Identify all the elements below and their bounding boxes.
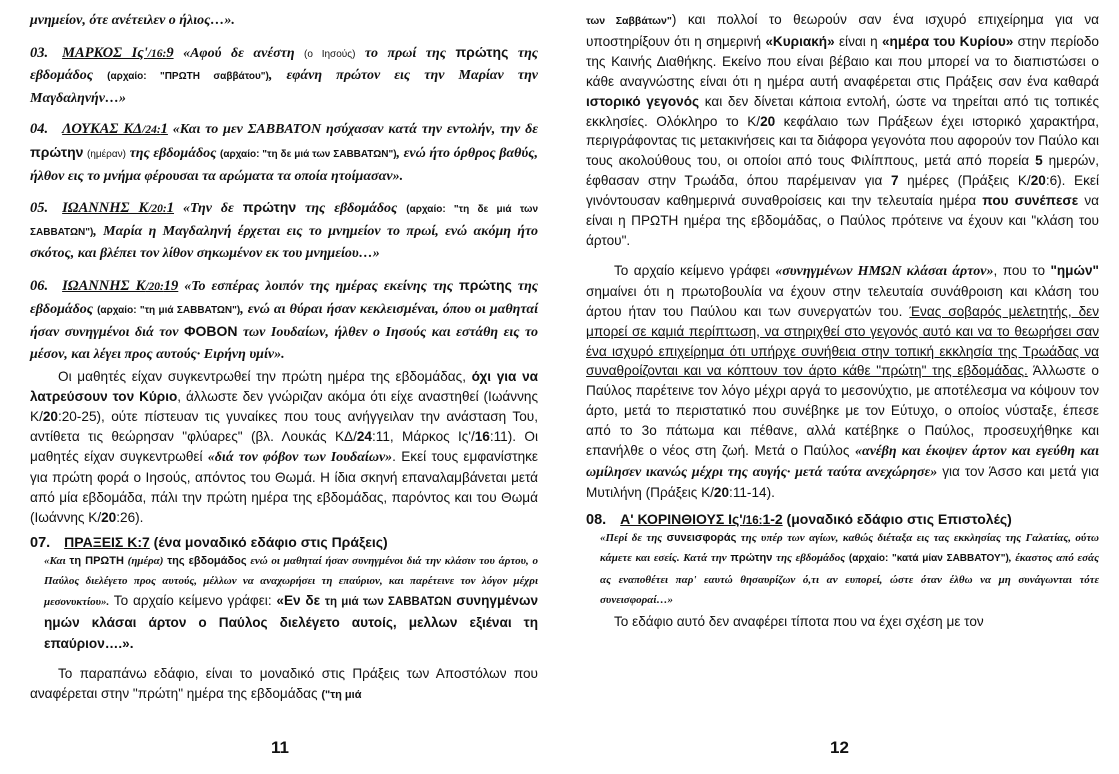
verse-text: «Και το μεν ΣΑΒΒΑΤΟΝ ησύχασαν κατά την εντολήν, την δε πρώτην (ημέραν) της εβδομάδος (αρχαίο: "τη δε μιά των ΣΑΒΒΑΤΩΝ"), ενώ ήτο όρθρος βαθύς, ήλθον εις το μνήμα φέρουσαι τα αρώματα τα οποία ητοίμασαν». — [30, 122, 539, 184]
verse-text: «Το εσπέρας λοιπόν της ημέρας εκείνης της πρώτης της εβδομάδος (αρχαίο: "τη μιά ΣΑΒΒΑΤΩΝ"), ενώ αι θύραι ήσαν κεκλεισμέναι, όπου οι μαθηταί ήσαν συνηγμένοι διά τον ΦΟΒΟΝ των Ιουδαίων, ήλθεν ο Ιησούς και εστάθη εις το μέσον, και λέγει προς αυτούς· Ειρήνη υμίν». — [30, 276, 539, 362]
verse-entry-05 — [30, 197, 538, 265]
entry-reference: ΙΩΑΝΝΗΣ Κ/20:19 — [62, 277, 179, 294]
right-page — [560, 0, 1119, 774]
commentary-paragraph: των Σαββάτων") και πολλοί το θεωρούν σαν ένα ισχυρό επιχείρημα για να υποστηρίξουν ότι η σημερινή «Κυριακή» είναι η «ημέρα του Κυρίου» στην περίοδο της Καινής Διαθήκης. Εκείνο που είναι βέβαιο και που μπορεί να το διαπιστώσει ο κάθε αναγνώστης είναι ότι η ημέρα αυτή αναφέρεται στις Πράξεις σαν ένα καθαρά ιστορικό γεγονός και δεν δίνεται κάποια εντολή, ώστε να τηρείται από τις τοπικές εκκλησίες. Ολόκληρο το Κ/20 κεφάλαιο των Πράξεων έχει ιστορικό χαρακτήρα, περιγράφοντας τις μετακινήσεις και τα διάφορα γεγονότα που αφορούν τον Παύλο και τους ακολούθους του, οι οποίοι από τους Φιλίππους, μετά από πορεία 5 ημερών, έφθασαν στην Τρωάδα, όπου παρέμειναν για 7 ημέρες (Πράξεις Κ/20:6). Εκεί γινόντουσαν καθημερινά συναθροίσεις και την τελευταία ημέρα που συνέπεσε να είναι η ΠΡΩΤΗ ημέρα της εβδομάδας, ο Παύλος πρότεινε να έχουν και "κλάση του άρτου". — [586, 12, 1100, 248]
entry-reference: Α' ΚΟΡΙΝΘΙΟΥΣ Ις'/16:1-2 — [620, 510, 783, 527]
entry-number: 07. — [30, 534, 51, 551]
entry-number: 05. — [30, 200, 49, 217]
verse-text: «Την δε πρώτην της εβδομάδος (αρχαίο: "τη δε μιά των ΣΑΒΒΑΤΩΝ"), Μαρία η Μαγδαληνή έρχεται εις το μνημείον το πρωί, ενώ ακόμη ήτο σκότος, και βλέπει τον λίθον σηκωμένον εκ του μνημείου…» — [30, 199, 539, 262]
entry-number: 04. — [30, 121, 49, 138]
verse-entry-08-heading: 08. Α' ΚΟΡΙΝΘΙΟΥΣ Ις'/16:1-2 (μοναδικό εδάφιο στις Επιστολές) — [586, 510, 1012, 528]
entry-number: 08. — [586, 511, 607, 528]
entry-number: 03. — [30, 44, 49, 61]
verse-entry-07-heading: 07. ΠΡΑΞΕΙΣ Κ:7 (ένα μοναδικό εδάφιο στις Πράξεις) — [30, 533, 388, 551]
verse-text-07: «Και τη ΠΡΩΤΗ (ημέρα) της εβδομάδος ενώ οι μαθηταί ήσαν συνηγμένοι διά την κλάσιν του άρτου, ο Παύλος διελέγετο προς αυτούς, μέλλων να αναχωρήσει τη επαύριον, και παρέτεινε τον λόγον μέχρι μεσονυκτίου». Το αρχαίο κείμενο γράφει: «Εν δε τη μιά των ΣΑΒΒΑΤΩΝ συνηγμένων ημών κλάσαι άρτον ο Παύλος διελέγετο αυτοίς, μελλων εξιέναι τη επαύριον….». — [44, 554, 539, 652]
entry-reference: ΙΩΑΝΝΗΣ Κ/20:1 — [62, 200, 175, 217]
verse-entry-06 — [30, 275, 538, 365]
commentary-paragraph-2: Το αρχαίο κείμενο γράφει «συνηγμένων ΗΜΩΝ κλάσαι άρτον», που το "ημών" σημαίνει ότι η πρωτοβουλία να έχουν στην τελευταία συνάθροιση και κλάση του άρτου ήταν του Παύλου και των συνεργατών του. Ένας σοβαρός μελετητής, δεν μπορεί σε καμιά περίπτωση, να στηριχθεί στο γεγονός αυτό και να το θεωρήσει σαν ένα ισχυρό επιχείρημα ότι υπήρχε συνήθεια στην τοπική εκκλησία της Τρωάδας να συναθροίζονται και να κόπτουν τον άρτο κάθε "πρώτη" της εβδομάδας. Άλλωστε ο Παύλος παρέτεινε τον λόγο μέχρι αργά το μεσονύχτιο, με αποτέλεσμα να κόψουν τον άρτο, μετά το περιστατικό που συνέβηκε με τον Εύτυχο, ο οποίος νύσταξε, έπεσε από το 3ο πάτωμα και πέθανε, αλλά κατέβηκε ο Παύλος, προσευχήθηκε και επανήλθε ο νέος στη ζωή. Μετά ο Παύλος «ανέβη και έκοψεν άρτον και εγεύθη και ωμίλησεν ικανώς μέχρι της αυγής· μετά ταύτα ανεχώρησε» για τον Άσσο και μετά για Μυτιλήνη (Πράξεις Κ/20:11-14). — [586, 262, 1100, 500]
commentary-paragraph: Οι μαθητές είχαν συγκεντρωθεί την πρώτη ημέρα της εβδομάδας, όχι για να λατρεύσουν τον Κύριο, άλλωστε δεν γνώριζαν ακόμα ότι είχε αναστηθεί (Ιωάννης Κ/20:20-25), ούτε πίστευαν τις γυναίκες που τους ανήγγειλαν την ανάσταση Του, αντίθετα τις θεώρησαν "φλύαρες" (βλ. Λουκάς ΚΔ/24:11, Μάρκος Ις'/16:11). Οι μαθητές είχαν συγκεντρωθεί «διά τον φόβον των Ιουδαίων». Εκεί τους εμφανίστηκε για πρώτη φορά ο Ιησούς, απόντος του Θωμά. Η ίδια σκηνή επαναλαμβάνεται μετά από μία εβδομάδα, πάλι την πρώτη ημέρα της εβδομάδας, παρόντος και του Θωμά (Ιωάννης Κ/20:26). — [30, 369, 538, 525]
entry-reference: ΠΡΑΞΕΙΣ Κ:7 — [64, 533, 150, 550]
entry-reference: ΛΟΥΚΑΣ ΚΔ/24:1 — [62, 121, 168, 138]
commentary-paragraph-3: Το εδάφιο αυτό δεν αναφέρει τίποτα που να έχει σχέση με τον — [614, 614, 984, 630]
verse-text-08: «Περί δε της συνεισφοράς της υπέρ των αγίων, καθώς διέταξα εις τας εκκλησίας της Γαλατίας, ούτω κάμετε και εσείς. Κατά την πρώτην της εβδομάδος (αρχαίο: "κατά μίαν ΣΑΒΒΑΤΟΥ"), έκαστος από εσάς ας εναποθέτει παρ' εαυτώ θησαυρίζων ό,τι αν ευπορεί, ώστε όταν έλθω να μη συνάγωνται τότε συνεισφοραί…» — [600, 531, 1099, 606]
underlined-statement: Ένας σοβαρός μελετητής, δεν μπορεί σε καμιά περίπτωση, να στηριχθεί στο γεγονός αυτό και να το θεωρήσει σαν ένα ισχυρό επιχείρημα ότι υπήρχε συνήθεια στην τοπική εκκλησία της Τρωάδας να συναθροίζονται και να κόπτουν τον άρτο κάθε "πρώτη" της εβδομάδας. — [586, 303, 1100, 379]
page-number: 11 — [271, 738, 289, 757]
verse-entry-03 — [30, 42, 538, 110]
page-number: 12 — [830, 738, 849, 757]
entry-reference: ΜΑΡΚΟΣ Ις'/16:9 — [62, 44, 174, 61]
top-quote-end: μνημείον, ότε ανέτειλεν ο ήλιος…». — [30, 13, 235, 28]
entry-number: 06. — [30, 277, 49, 294]
verse-entry-04 — [30, 119, 538, 187]
commentary-paragraph-2: Το παραπάνω εδάφιο, είναι το μοναδικό στις Πράξεις των Αποστόλων που αναφέρεται στην "πρώτη" ημέρα της εβδομάδας ("τη μιά — [30, 665, 538, 701]
verse-text: «Αφού δε ανέστη (ο Ιησούς) το πρωί της πρώτης της εβδομάδος (αρχαίο: "ΠΡΩΤΗ σαββάτου"), εφάνη πρώτον εις την Μαρίαν την Μαγδαληνήν…» — [30, 43, 538, 106]
